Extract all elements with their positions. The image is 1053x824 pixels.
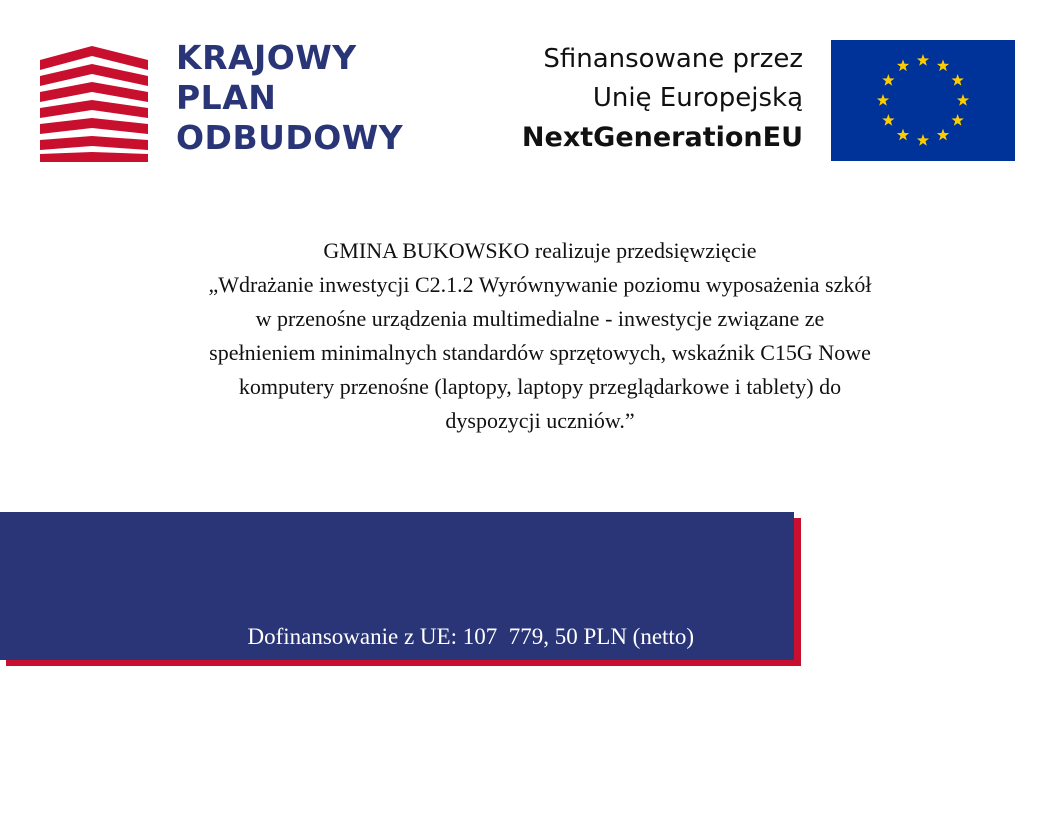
kpo-logo-line: ODBUDOWY (176, 118, 404, 157)
eu-flag-icon (831, 40, 1015, 161)
kpo-striped-building-icon (36, 38, 148, 162)
kpo-logo-line: PLAN (176, 78, 277, 117)
kpo-logo-line: KRAJOWY (176, 38, 357, 77)
project-notice (100, 234, 980, 438)
eu-funding-line: Unię Europejską (592, 83, 803, 113)
funding-line-netto: Dofinansowanie z UE: 107 779, 50 PLN (netto) (247, 624, 694, 649)
kpo-logo (36, 38, 426, 163)
notice-line: dyspozycji uczniów.” (445, 408, 635, 433)
eu-funding-line: Sfinansowane przez (543, 44, 803, 74)
notice-line: „Wdrażanie inwestycji C2.1.2 Wyrównywanie poziomu wyposażenia szkół (208, 272, 872, 297)
funding-amounts (247, 552, 694, 824)
notice-line: komputery przenośne (laptopy, laptopy przeglądarkowe i tablety) do (238, 374, 842, 399)
notice-line: GMINA BUKOWSKO realizuje przedsięwzięcie (323, 238, 757, 263)
notice-line: spełnieniem minimalnych standardów sprzętowych, wskaźnik C15G Nowe (209, 340, 871, 365)
notice-line: w przenośne urządzenia multimedialne - inwestycje związane ze (255, 306, 825, 331)
kpo-logo-text (176, 38, 403, 158)
eu-funding-line-bold: NextGenerationEU (521, 122, 803, 153)
funding-line-brutto: 132 568,88 PLN (brutto) (465, 726, 694, 751)
funding-panel (0, 512, 794, 751)
eu-funding-text (522, 40, 803, 157)
